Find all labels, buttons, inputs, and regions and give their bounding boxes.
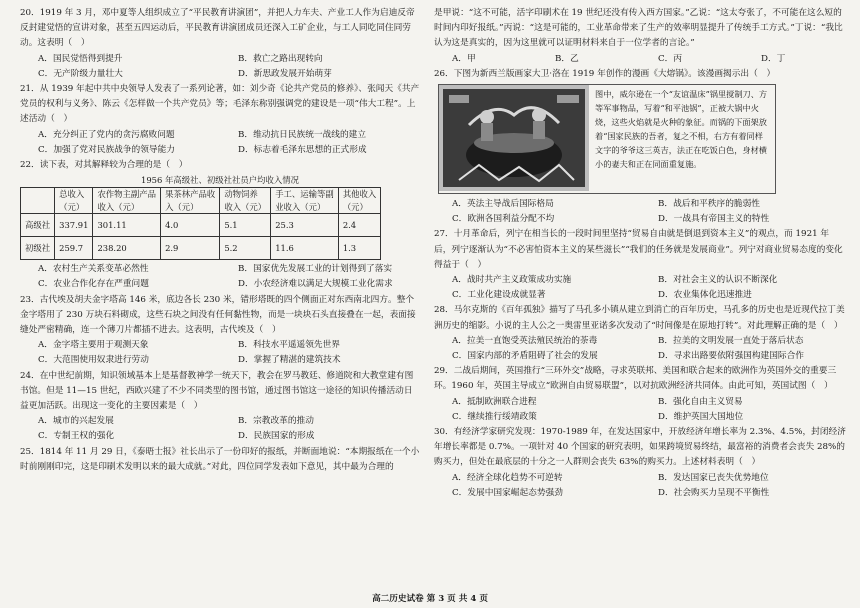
question-26-options xyxy=(434,197,846,227)
cartoon-image xyxy=(439,85,589,191)
table-header-row xyxy=(21,188,381,214)
table-cell: 5.2 xyxy=(220,237,271,260)
option: A．甲 xyxy=(452,53,476,64)
option: A．充分纠正了党内的贪污腐败问题 xyxy=(38,129,175,140)
option: A．经济全球化趋势不可逆转 xyxy=(452,472,563,483)
page-footer: 高二历史试卷 第 3 页 共 4 页 xyxy=(372,594,488,604)
question-21-options xyxy=(20,128,420,158)
question-21-stem: 21．从 1939 年起中共中央领导人发表了一系列论著，如：刘少奇《论共产党员的修养》、张闻天《共产党员的权利与义务》、陈云《怎样做一个共产党员》等；毛泽东称别强调党的建设是一项“伟大工程”。上述活动（ ） xyxy=(20,84,420,125)
option: D．民族国家的形成 xyxy=(238,431,315,442)
option: B．维动抗日民族统一战线的建立 xyxy=(238,129,367,140)
income-table xyxy=(20,187,381,260)
question-27-stem: 27．十月革命后，列宁在相当长的一段时间里坚持“贸易自由就是倒退到资本主义”的观点，而 1921 年后，列宁逐渐认为“不必害怕资本主义的某些滋长”“我们的任务就是发展商业”。列宁对商业贸易态度的变化得益于（ ） xyxy=(434,229,843,270)
table-header-cell: 手工、运输等副 业收入（元） xyxy=(271,188,339,214)
question-20-stem: 20．1919 年 3 月，邓中夏等人组织成立了“平民教育讲演团”，并把人力车夫、产业工人作为启迪反帝反封建觉悟的宣讲对象，甚至五四运动后，平民教育讲演团成员还深入工矿企业，与工人同吃同住同劳动。这表明（ ） xyxy=(20,8,415,49)
option: B．乙 xyxy=(555,53,579,64)
cartoon-illustration xyxy=(439,85,589,191)
table-cell: 2.9 xyxy=(161,237,220,260)
option: B．对社会主义的认识不断深化 xyxy=(658,275,778,286)
question-30-options xyxy=(434,471,846,501)
question-22-stem: 22．读下表，对其解释较为合理的是（ ） xyxy=(20,160,188,171)
option: C．加强了党对民族战争的领导能力 xyxy=(38,144,175,155)
question-29-stem: 29．二战后期间，英国推行“三环外交”战略，寻求英联邦、美国和联合起来的欧洲作为英国外交的重要三环。1960 年，英国主导成立“欧洲自由贸易联盟”，以对抗欧洲经济共同体。由此可知，英国试图（ ） xyxy=(434,366,837,392)
table-cell: 4.0 xyxy=(161,214,220,237)
table-cell: 25.3 xyxy=(271,214,339,237)
question-27-options xyxy=(434,273,846,303)
option: D．标志着毛泽东思想的正式形成 xyxy=(238,144,367,155)
option: A．城市的兴起发展 xyxy=(38,416,114,427)
table-cell: 337.91 xyxy=(55,214,93,237)
right-column xyxy=(434,6,846,501)
option: C．丙 xyxy=(658,53,683,64)
table-header-cell: 动物饲养 收入（元） xyxy=(220,188,271,214)
option: A．金字塔主要用于观测天象 xyxy=(38,340,149,351)
table-cell: 1.3 xyxy=(338,237,381,260)
option: B．国家优先发展工业的计划得到了落实 xyxy=(238,264,393,275)
option: A．战时共产主义政策成功实施 xyxy=(452,275,572,286)
question-25-continued: 是甲说：“这不可能，活字印刷术在 19 世纪还没有传入西方国家。”乙说：“这太夸张了，不可能在这么短的时间内印好报纸。”丙说：“这是可能的，工业革命带来了生产的效率明显提升了传统手工方式。”丁说：“我比认为这是真实的，因为这里就可以证明材料来自于一位学者的言论。” xyxy=(434,8,843,49)
option: B．救亡之路出现转向 xyxy=(238,53,323,64)
question-26-stem: 26．下图为新西兰版画家大卫·洛在 1919 年创作的漫画《大熔锅》。该漫画揭示出（ ） xyxy=(434,68,776,79)
table-title: 1956 年高级社、初级社社员户均收入情况 xyxy=(141,175,299,186)
option: C．继续推行绥靖政策 xyxy=(452,411,537,422)
table-cell: 2.4 xyxy=(338,214,381,237)
option: A．国民觉悟得到提升 xyxy=(38,53,123,64)
cartoon-figure xyxy=(438,84,776,194)
option: A．农村生产关系变革必然性 xyxy=(38,264,149,275)
table-header-cell: 果茶林产品收 入（元） xyxy=(161,188,220,214)
option: D．社会购买力呈现不平衡性 xyxy=(658,487,770,498)
table-header-cell xyxy=(21,188,55,214)
option: A．抵制欧洲联合进程 xyxy=(452,396,537,407)
option: B．拉美的文明发展一直处于落后状态 xyxy=(658,335,804,346)
table-cell: 259.7 xyxy=(55,237,93,260)
option: D．寻求出路要依附强国构建国际合作 xyxy=(658,351,804,362)
question-28-stem: 28．马尔克斯的《百年孤独》描写了马孔多小镇从建立到消亡的百年历史，马孔多的历史也是近现代拉丁美洲历史的缩影。小说的主人公之一奥雷里亚诺多次发动了“时间像是在原地打转”。对此理解正确的是（ ） xyxy=(434,305,845,331)
option: C．发展中国家崛起态势强劲 xyxy=(452,487,563,498)
option: D．一战具有帝国主义的特性 xyxy=(658,214,770,225)
table-header-cell: 总收入 （元） xyxy=(55,188,93,214)
table-cell: 高级社 xyxy=(21,214,55,237)
table-cell: 11.6 xyxy=(271,237,339,260)
table-cell: 初级社 xyxy=(21,237,55,260)
option: C．大范围使用奴隶进行劳动 xyxy=(38,355,149,366)
table-header-cell: 其他收入 （元） xyxy=(338,188,381,214)
option: B．宗教改革的推动 xyxy=(238,416,314,427)
table-row xyxy=(21,214,381,237)
option: C．无产阶级力量壮大 xyxy=(38,68,123,79)
option: C．农业合作化存在严重问题 xyxy=(38,279,149,290)
table-cell: 5.1 xyxy=(220,214,271,237)
table-cell: 301.11 xyxy=(93,214,161,237)
option: D．新思政发展开始萌芽 xyxy=(238,68,332,79)
option: C．欧洲各国利益分配不均 xyxy=(452,214,555,225)
option: B．强化自由主义贸易 xyxy=(658,396,743,407)
option: B．战后和平秩序的脆弱性 xyxy=(658,199,760,210)
option: D．维护英国大国地位 xyxy=(658,411,744,422)
table-header-cell: 农作物主副产品 收入（元） xyxy=(93,188,161,214)
option: A．拉美一直饱受英法殖民统治的荼毒 xyxy=(452,335,598,346)
option: D．掌握了精湛的建筑技术 xyxy=(238,355,341,366)
question-23-stem: 23．古代埃及胡夫金字塔高 146 米，底边各长 230 米，错形塔既的四个侧面正对东西南北四方。整个金字塔用了 230 万块石料砌成，这些石块之间没有任何黏性物，而是一块块石头直接叠在一起，表面接缝处严密精确，连一个薄刀片都插不进去。这表明，古代埃及（ ） xyxy=(20,294,416,336)
question-22-options xyxy=(20,262,420,292)
question-23-options xyxy=(20,338,420,368)
question-25-options xyxy=(434,52,846,67)
question-30-stem: 30．有经济学家研究发现：1970-1989 年，在发达国家中，开放经济年增长率为 2.3%、4.5%，封闭经济年增长率都是 0.7%。一项针对 40 个国家的研究表明，如果跨境贸易终结，最富裕的消费者会丧失 28%的购买力，但处在最底层的十分之一人群则会丧失 63%的购买力。上述材料表明（ ） xyxy=(434,427,846,468)
question-24-options xyxy=(20,414,420,444)
question-25-stem: 25．1814 年 11 月 29 日，《泰晤士报》社长出示了一份印好的报纸，并断面地说：“本期报纸在一个小时前刚刚印完，这是印刷术发明以来的最大成就。”对此，四位同学发表如下意见，其中最为合理的 xyxy=(20,446,420,472)
question-29-options xyxy=(434,395,846,425)
option: B．科技水平遥遥领先世界 xyxy=(238,340,340,351)
option: B．发达国家已丧失优势地位 xyxy=(658,472,769,483)
option: D．丁 xyxy=(761,53,786,64)
table-row xyxy=(21,237,381,260)
option: A．英法主导战后国际格局 xyxy=(452,199,554,210)
option: D．农业集体化迅速推进 xyxy=(658,290,752,301)
option: C．专制王权的强化 xyxy=(38,431,115,442)
option: C．工业化建设成就显著 xyxy=(452,290,546,301)
cartoon-caption: 图中，威尔逊在一个“友谊温床”锅里搅制刀、方等军事物品，写着“和平池锅”，正被大锅中火烧，这些火焰就是火种的象征。而锅的下面架放着“国家民族的吾者，复之不相，右方有着同样文字的爷爷这三英吉，法正在吃饭白色，身材横小的妻夫和正在同面重复施。 xyxy=(595,89,768,170)
option: C．国家内部的矛盾阻碍了社会的发展 xyxy=(452,351,598,362)
question-24-stem: 24．在中世纪前期，知识领域基本上是基督教神学一统天下，教会在罗马教廷、修道院和大教堂建有图书馆。但是 11—15 世纪，西欧兴建了不少不同类型的图书馆，通过图书馆这一途径的知识传播活动日益更加活跃。出现这一变化的主要因素是（ ） xyxy=(20,370,414,412)
table-cell: 238.20 xyxy=(93,237,161,260)
question-20-options xyxy=(20,52,420,82)
option: D．小农经济难以满足大规模工业化需求 xyxy=(238,279,393,290)
left-column xyxy=(20,6,420,475)
question-28-options xyxy=(434,334,846,364)
